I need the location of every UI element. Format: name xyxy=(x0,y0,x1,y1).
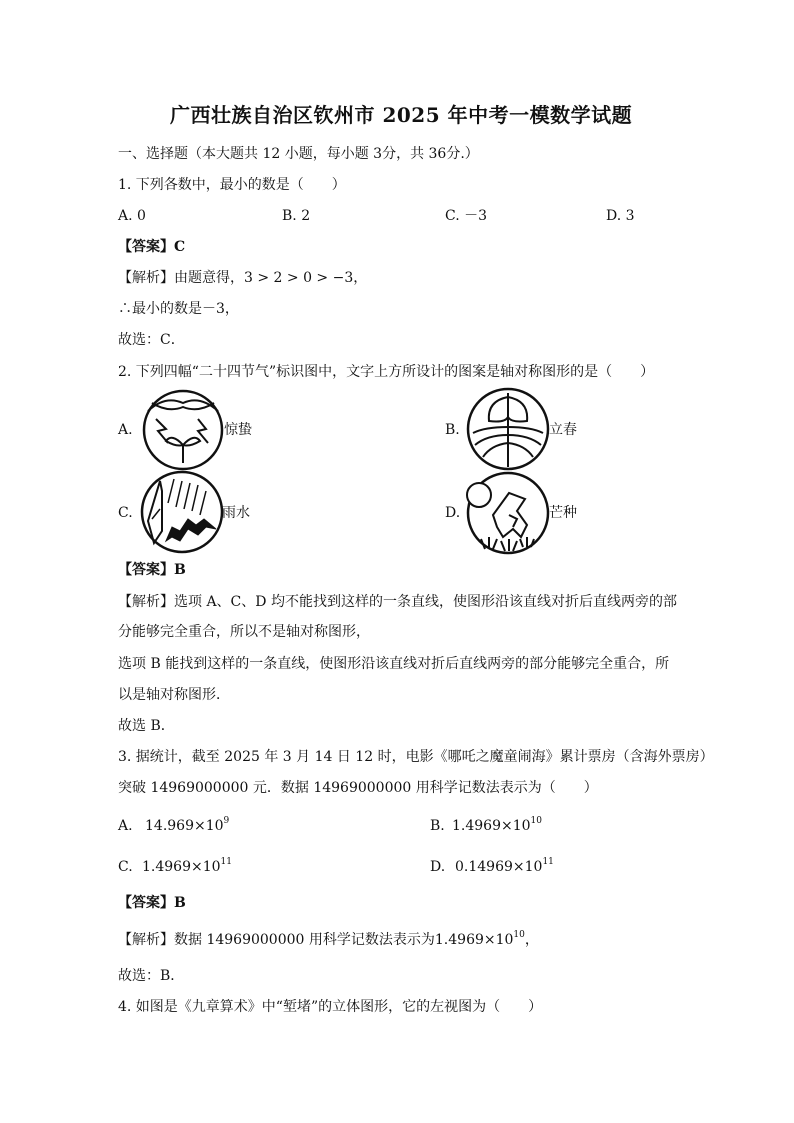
jingzhe-emblem-image xyxy=(140,389,226,471)
q3-option-b-exponent: 10 xyxy=(530,816,542,826)
q2-option-d-letter: D. xyxy=(445,505,461,521)
q3-option-a-exponent: 9 xyxy=(223,816,230,826)
q2-analysis-line3: 选项 B 能找到这样的一条直线，使图形沿该直线对折后直线两旁的部分能够完全重合，所 xyxy=(118,656,670,672)
q2-option-c-label: 雨水 xyxy=(222,505,250,521)
yushui-emblem-image xyxy=(138,469,226,555)
q1-option-d: D. 3 xyxy=(606,208,635,224)
q3-option-d-letter: D. xyxy=(430,859,446,875)
q2-option-a-letter: A. xyxy=(118,422,133,438)
q3-option-c-base: 1.4969×10 xyxy=(142,859,221,875)
q3-option-d xyxy=(455,857,554,877)
q3-option-c-letter: C. xyxy=(118,859,133,875)
q3-analysis-suffix: ， xyxy=(524,932,539,948)
q3-option-a-base: 14.969×10 xyxy=(145,818,224,834)
q2-choose: 故选 B． xyxy=(118,718,175,734)
q1-option-c: C. －3 xyxy=(445,208,488,224)
question-3-stem-line2: 突破 14969000000 元．数据 14969000000 用科学记数法表示为（ ） xyxy=(118,780,598,796)
q2-analysis-line1: 【解析】选项 A、C、D 均不能找到这样的一条直线，使图形沿该直线对折后直线两旁的部 xyxy=(118,594,677,610)
q3-analysis-base: 1.4969×10 xyxy=(434,932,514,948)
q3-option-c xyxy=(142,857,232,877)
q2-answer: 【答案】B xyxy=(118,562,186,578)
q1-analysis-prefix: 【解析】由题意得， xyxy=(118,270,244,286)
q2-option-a-label: 惊蛰 xyxy=(224,422,252,438)
mangzhong-emblem-image xyxy=(465,471,551,555)
q3-option-d-base: 0.14969×10 xyxy=(455,859,543,875)
question-4-stem: 4. 如图是《九章算术》中“堑堵”的立体图形，它的左视图为（ ） xyxy=(118,999,543,1015)
q3-option-a-letter: A. xyxy=(118,818,133,834)
q2-option-c-letter: C. xyxy=(118,505,133,521)
q3-analysis xyxy=(118,930,539,950)
q3-option-b xyxy=(452,816,542,836)
question-1-stem: 1. 下列各数中，最小的数是（ ） xyxy=(118,177,346,193)
lichun-emblem-image xyxy=(465,387,551,471)
q2-analysis-line4: 以是轴对称图形． xyxy=(118,687,230,703)
q3-answer: 【答案】B xyxy=(118,895,186,911)
q1-analysis-line2: ∴最小的数是－3， xyxy=(118,301,239,317)
q3-option-b-base: 1.4969×10 xyxy=(452,818,531,834)
q1-option-a: A. 0 xyxy=(118,208,146,224)
q3-analysis-prefix: 【解析】数据 14969000000 用科学记数法表示为 xyxy=(118,932,435,948)
q1-analysis xyxy=(118,268,367,288)
question-2-stem: 2. 下列四幅“二十四节气”标识图中，文字上方所设计的图案是轴对称图形的是（ ） xyxy=(118,364,655,380)
q2-option-d-label: 芒种 xyxy=(549,505,577,521)
q3-option-a xyxy=(145,816,229,836)
q3-choose: 故选：B． xyxy=(118,968,185,984)
q1-analysis-math: 3 > 2 > 0 > −3， xyxy=(244,270,368,286)
q1-choose: 故选：C． xyxy=(118,332,185,348)
q1-answer: 【答案】C xyxy=(118,239,186,255)
q1-option-b: B. 2 xyxy=(282,208,311,224)
q3-option-c-exponent: 11 xyxy=(220,857,232,867)
q2-option-b-letter: B. xyxy=(445,422,460,438)
q2-option-b-label: 立春 xyxy=(549,422,577,438)
page-title: 广西壮族自治区钦州市 2025 年中考一模数学试题 xyxy=(170,103,633,127)
section-heading: 一、选择题（本大题共 12 小题，每小题 3分，共 36分.） xyxy=(118,146,479,162)
question-3-stem-line1: 3. 据统计，截至 2025 年 3 月 14 日 12 时，电影《哪吒之魔童闹海》累计票房（含海外票房） xyxy=(118,749,714,765)
q2-analysis-line2: 分能够完全重合，所以不是轴对称图形， xyxy=(118,624,370,640)
q3-option-b-letter: B. xyxy=(430,818,445,834)
q3-analysis-exponent: 10 xyxy=(513,930,525,940)
q3-option-d-exponent: 11 xyxy=(542,857,554,867)
